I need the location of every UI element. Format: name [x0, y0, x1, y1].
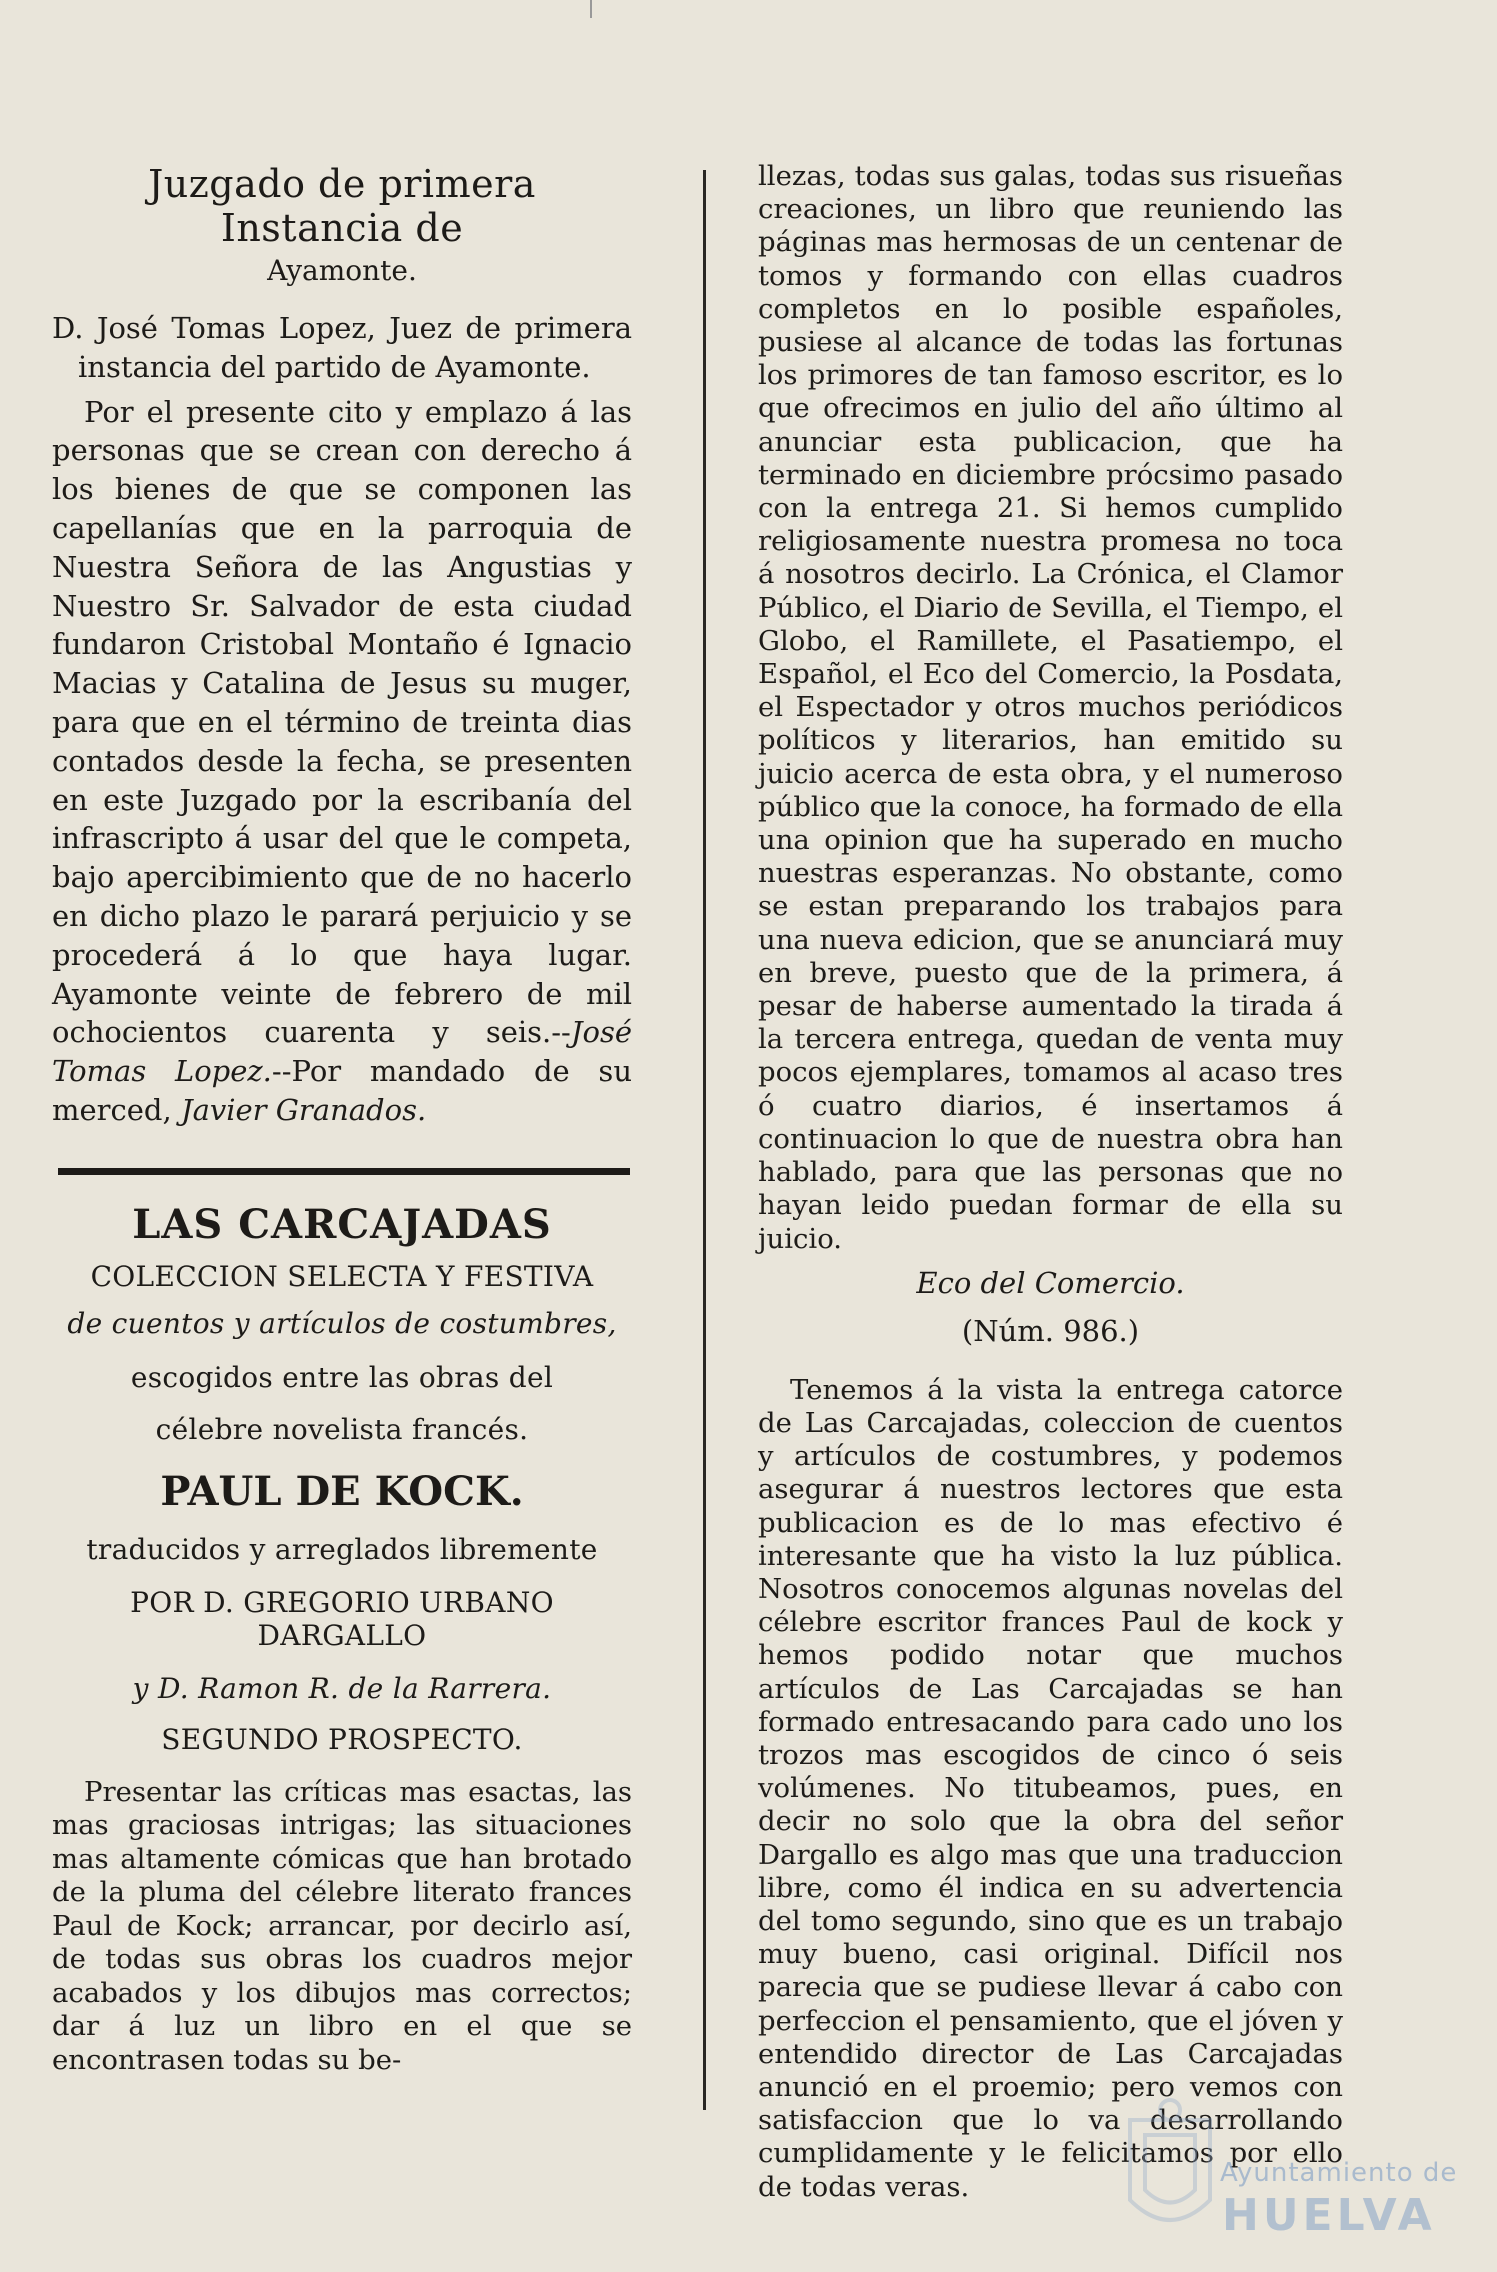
ad-translator-2: y D. Ramon R. de la Rarrera.	[132, 1671, 552, 1705]
review-source: Eco del Comercio.	[916, 1265, 1185, 1300]
watermark-line1: Ayuntamiento de	[1220, 2158, 1458, 2188]
ad-author: PAUL DE KOCK.	[160, 1467, 524, 1515]
ad-translator: POR D. GREGORIO URBANO DARGALLO	[130, 1585, 554, 1652]
notice-subtitle: Ayamonte.	[267, 254, 417, 287]
notice-body	[52, 393, 632, 1130]
notice-signature-clerk: Javier Granados.	[180, 1092, 427, 1127]
review-body: Tenemos á la vista la entrega catorce de Las Carcajadas, coleccion de cuentos y artículos de costumbres, y podemos asegurar á nuestros lectores que esta publicacion es de lo mas efectivo é interesante que ha visto la luz pública. Nosotros conocemos algunas novelas del célebre escritor frances Paul de kock y hemos podido notar que muchos artículos de Las Carcajadas se han formado entresacando para cado uno los trozos mas escogidos de cinco ó seis volúmenes. No titubeamos, pues, en decir no solo que la obra del señor Dargallo es algo mas que una traduccion libre, como él indica en su advertencia del tomo segundo, sino que es un trabajo muy bueno, casi original. Difícil nos parecia que se pudiese llevar á cabo con perfeccion el pensamiento, que el jóven y entendido director de Las Carcajadas anunció en el proemio; pero vemos con satisfaccion que lo va desarrollando cumplidamente y le felicitamos por ello de todas veras.	[758, 1373, 1343, 2203]
notice-title: Juzgado de primera Instancia de	[148, 162, 536, 250]
page-edge-mark	[590, 0, 592, 18]
review-number: (Núm. 986.)	[961, 1313, 1140, 1348]
ad-body-continued: llezas, todas sus galas, todas sus risueñas creaciones, un libro que reuniendo las páginas mas hermosas de un centenar de tomos y formando con ellas cuadros completos en lo posible españoles, pusiese al alcance de todas las fortunas los primores de tan famoso escritor, es lo que ofrecimos en julio del año último al anunciar esta publicacion, que ha terminado en diciembre próсsimo pasado con la entrega 21. Si hemos cumplido religiosamente nuestra promesa no toca á nosotros decirlo. La Crónica, el Clamor Público, el Diario de Sevilla, el Tiempo, el Globo, el Ramillete, el Pasatiempo, el Español, el Eco del Comercio, la Posdata, el Espectador y otros muchos periódicos políticos y literarios, han emitido su juicio acerca de esta obra, y el numeroso público que la conoce, ha formado de ella una opinion que ha superado en mucho nuestras esperanzas. No obstante, como se estan preparando los trabajos para una nueva edicion, que se anunciará muy en breve, puesto que de la primera, á pesar de haberse aumentado la tirada á la tercera entrega, quedan de venta muy pocos ejemplares, tomamos al acaso tres ó cuatro diarios, é insertamos á continuacion lo que de nuestra obra han hablado, para que las personas que no hayan leido puedan formar de ella su juicio.	[758, 160, 1343, 1255]
notice-body-text: Por el presente cito y emplazo á las personas que se crean con derecho á los bienes de que se componen las capellanías que en la parroquia de Nuestra Señora de las Angustias y Nuestro Sr. Salvador de esta ciudad fundaron Cristobal Montaño é Ignacio Macias y Catalina de Jesus su muger, para que en el término de treinta dias contados desde la fecha, se presenten en este Juzgado por la escribanía del infrascripto á usar del que le competa, bajo apercibimiento que de no hacerlo en dicho plazo le parará perjuicio y se procederá á lo que haya lugar. Ayamonte veinte de febrero de mil ochocientos cuarenta y seis.--	[52, 394, 632, 1050]
ad-body: Presentar las críticas mas esactas, las mas graciosas intrigas; las situaciones mas altamente cómicas que han brotado de la pluma del célebre literato frances Paul de Kock; arrancar, por decirlo así, de todas sus obras los cuadros mejor acabados y los dibujos mas correctos; dar á luz un libro en el que se encontrasen todas su be-	[52, 1775, 632, 2076]
notice-lead: D. José Tomas Lopez, Juez de primera instancia del partido de Ayamonte.	[52, 311, 632, 384]
watermark-line2: HUELVA	[1222, 2190, 1436, 2241]
notice-mandate-text: --Por mandado de su merced,	[52, 1054, 632, 1127]
ad-prospect-heading: SEGUNDO PROSPECTO.	[161, 1722, 523, 1756]
ad-subtitle: COLECCION SELECTA Y FESTIVA	[90, 1259, 594, 1293]
right-column	[758, 160, 1343, 2204]
ad-title: LAS CARCAJADAS	[132, 1200, 552, 1248]
ad-translated: traducidos y arreglados libremente	[86, 1532, 598, 1566]
section-divider	[58, 1168, 630, 1175]
ad-description: escogidos entre las obras del célebre novelista francés.	[130, 1360, 554, 1446]
left-column	[52, 162, 632, 2077]
notice-signature-judge: José Tomas Lopez.	[52, 1015, 632, 1089]
column-divider	[703, 170, 706, 2110]
ad-subtitle-italic: de cuentos y artículos de costumbres,	[67, 1306, 617, 1340]
